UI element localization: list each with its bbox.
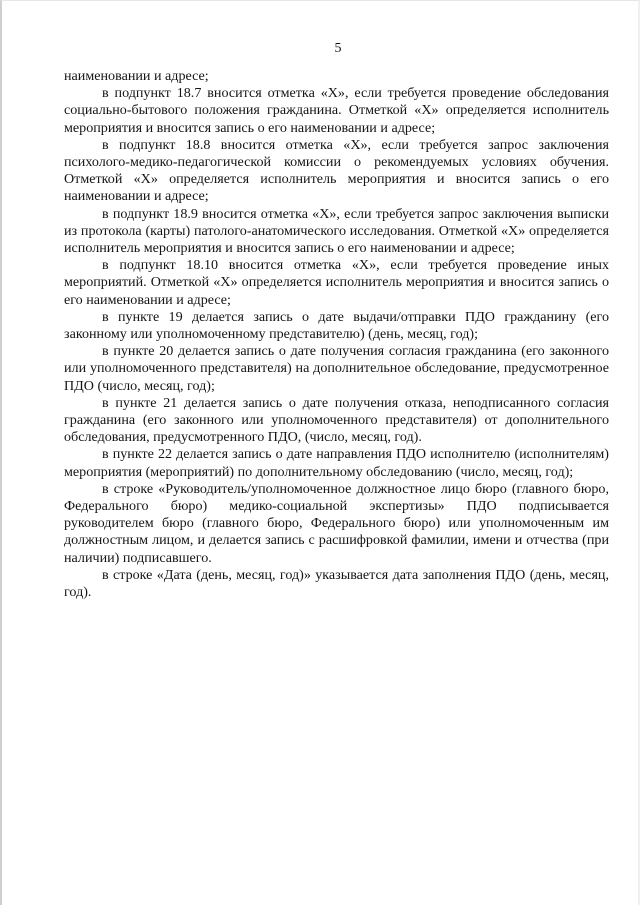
- paragraph-item-19: в пункте 19 делается запись о дате выдачи/отправки ПДО гражданину (его законному или уполномоченному представителю) (день, месяц, год);: [64, 308, 609, 343]
- paragraph-item-22: в пункте 22 делается запись о дате направления ПДО исполнителю (исполнителям) мероприятия (мероприятий) по дополнительному обследованию (число, месяц, год);: [64, 446, 609, 480]
- paragraph-subitem-18-8: в подпункт 18.8 вносится отметка «Х», если требуется запрос заключения психолого-медико-педагогической комиссии о рекомендуемых условиях обучения. Отметкой «Х» определяется исполнитель мероприятия и вносится запись о его наименовании и адресе;: [64, 136, 609, 205]
- paragraph-signature-line: в строке «Руководитель/уполномоченное должностное лицо бюро (главного бюро, Федерального бюро) медико-социальной экспертизы» ПДО подписывается руководителем бюро (главного бюро, Федерального бюро) или уполномоченным им должностным лицом, и делается запись с расшифровкой фамилии, имени и отчества (при наличии) подписавшего.: [64, 480, 609, 566]
- paragraph-date-line: в строке «Дата (день, месяц, год)» указывается дата заполнения ПДО (день, месяц, год).: [64, 566, 609, 601]
- paragraph-subitem-18-7: в подпункт 18.7 вносится отметка «Х», если требуется проведение обследования социально-бытового положения гражданина. Отметкой «Х» определяется исполнитель мероприятия и вносится запись о его наименовании и адресе;: [64, 85, 609, 136]
- document-body: [64, 68, 609, 601]
- paragraph-subitem-18-10: в подпункт 18.10 вносится отметка «Х», если требуется проведение иных мероприятий. Отметкой «Х» определяется исполнитель мероприятия и вносится запись о его наименовании и адресе;: [64, 257, 609, 308]
- paragraph-item-21: в пункте 21 делается запись о дате получения отказа, неподписанного согласия гражданина (его законного или уполномоченного представителя) от дополнительного обследования, предусмотренного ПДО, (число, месяц, год).: [64, 394, 609, 446]
- page-number: 5: [334, 41, 342, 56]
- paragraph-item-20: в пункте 20 делается запись о дате получения согласия гражданина (его законного или уполномоченного представителя) на дополнительное обследование, предусмотренное ПДО (число, месяц, год);: [64, 343, 609, 394]
- paragraph-continuation: наименовании и адресе;: [64, 68, 209, 84]
- paragraph-subitem-18-9: в подпункт 18.9 вносится отметка «Х», если требуется запрос заключения выписки из протокола (карты) патолого-анатомического исследования. Отметкой «Х» определяется исполнитель мероприятия и вносится запись о его наименовании и адресе;: [64, 205, 609, 257]
